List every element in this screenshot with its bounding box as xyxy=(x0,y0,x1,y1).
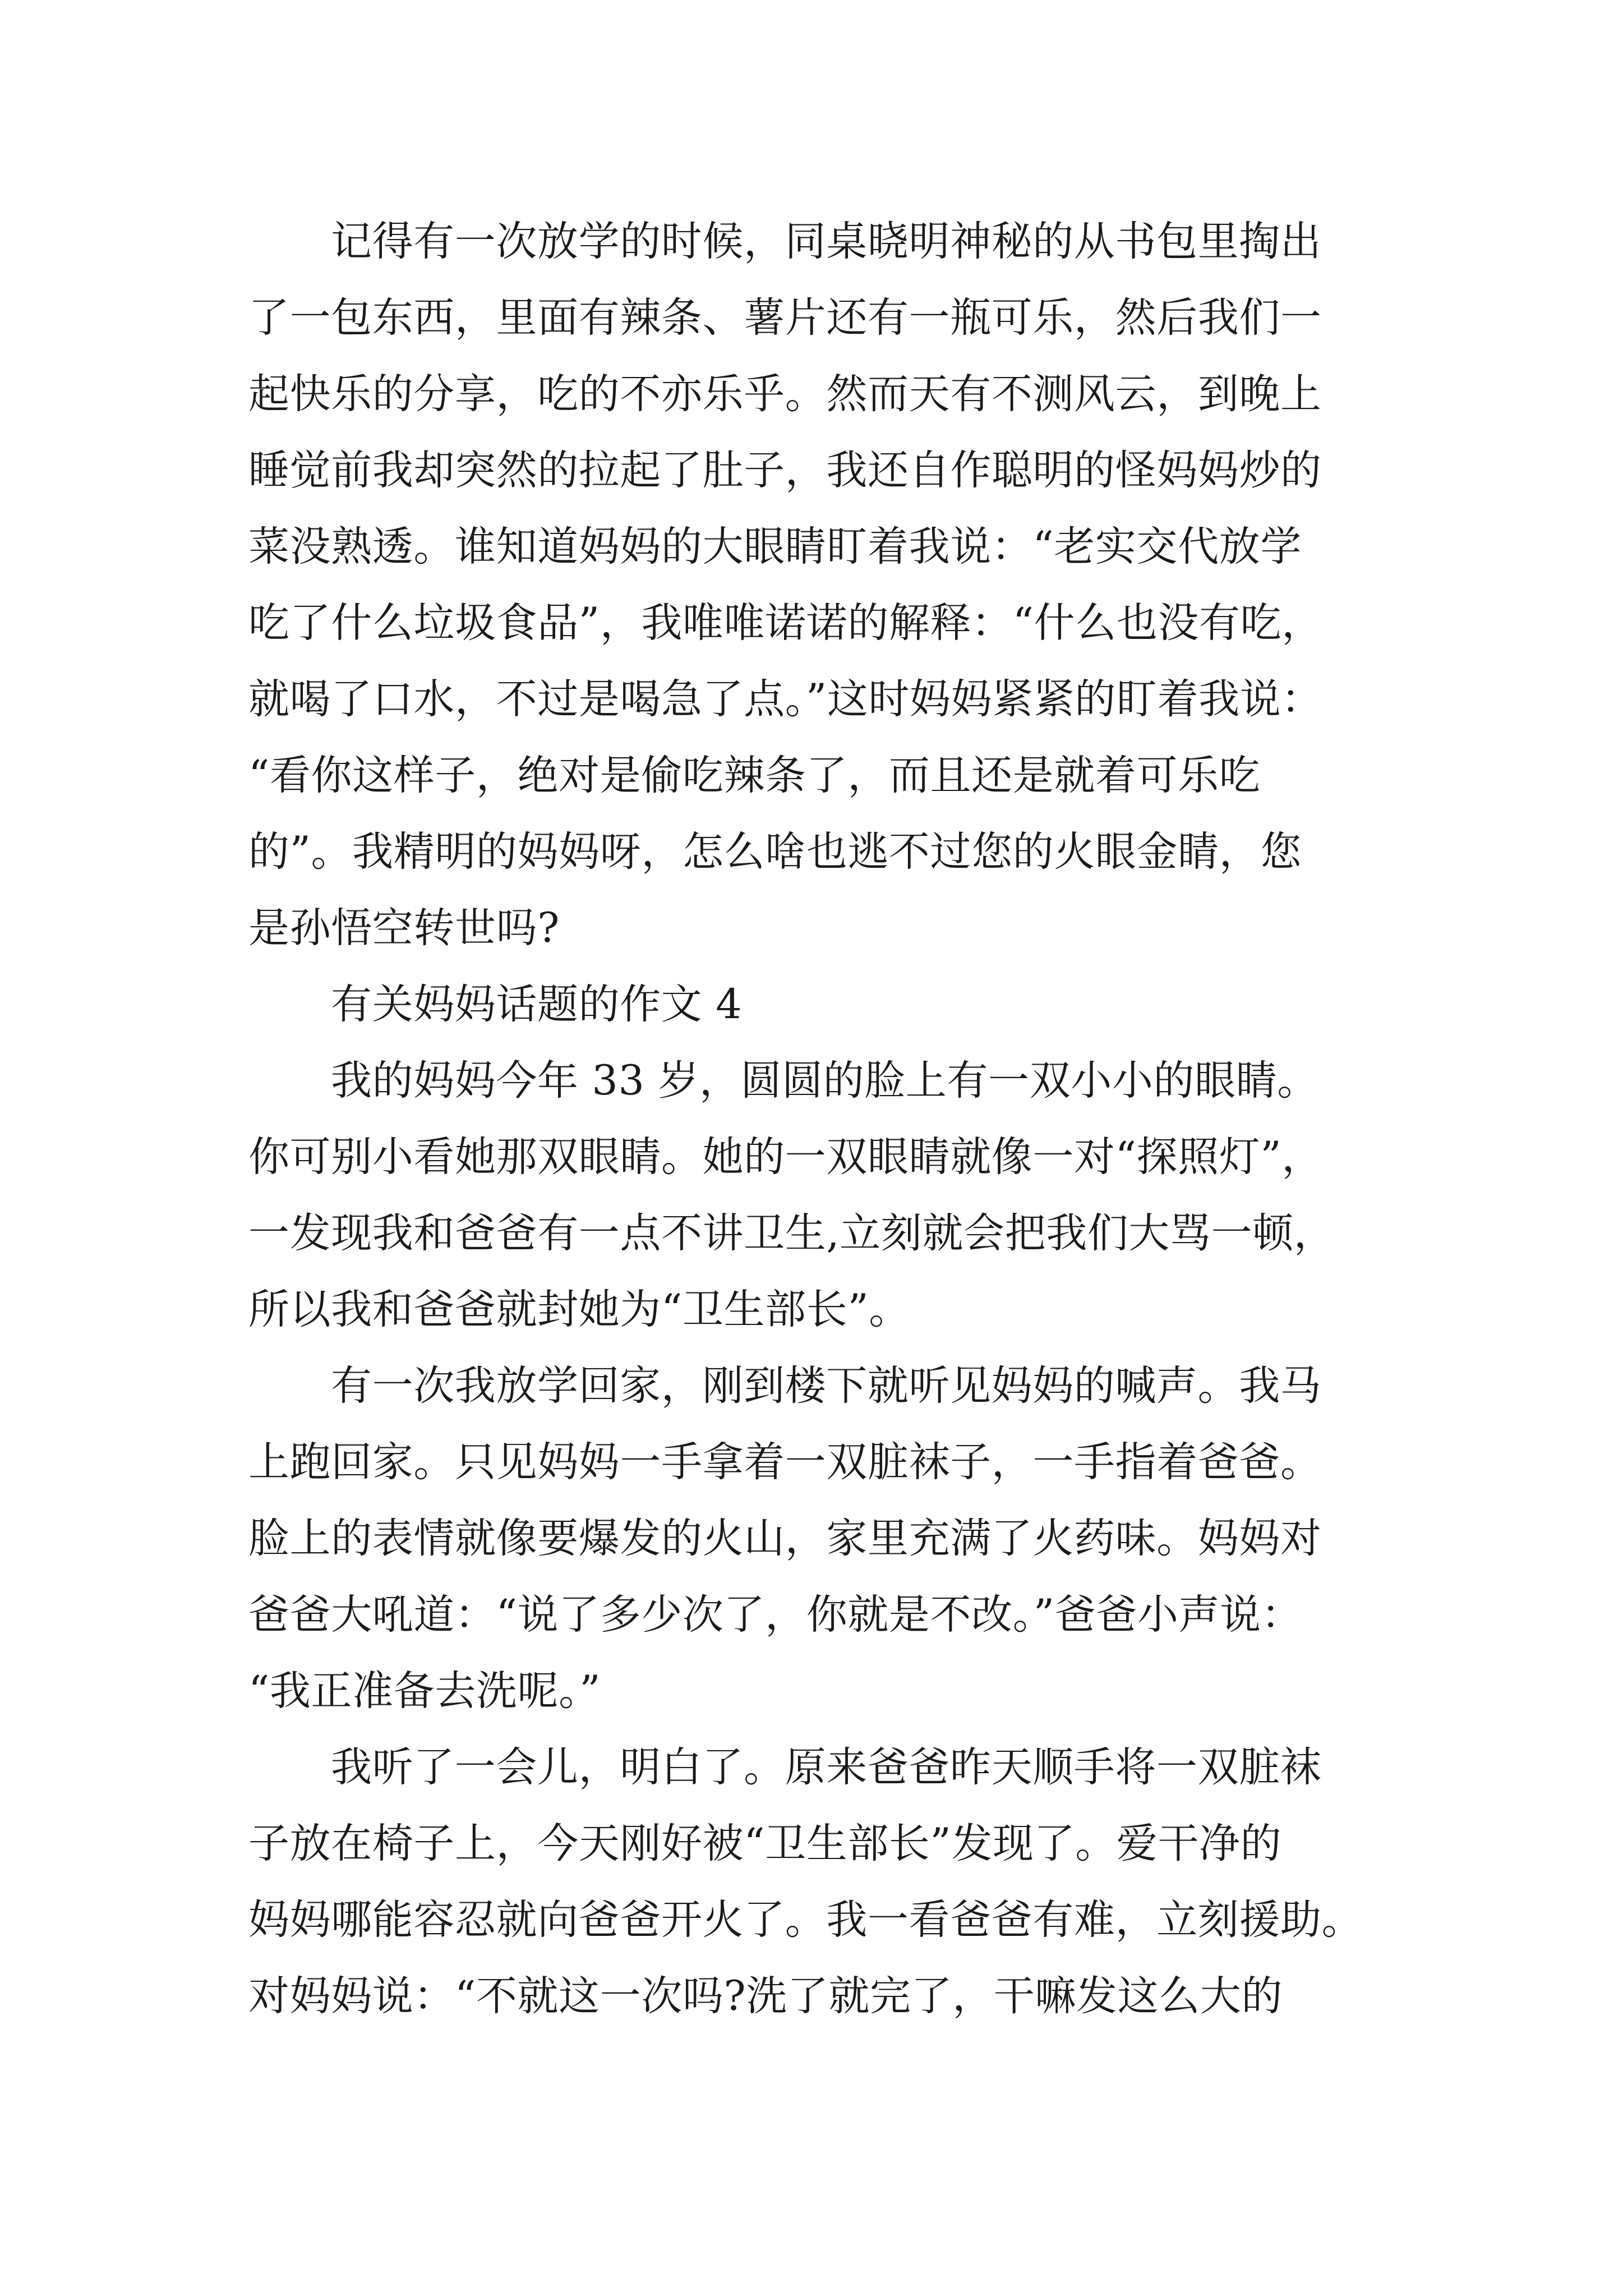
paragraph-line: 妈妈哪能容忍就向爸爸开火了。我一看爸爸有难，立刻援助。 xyxy=(248,1896,1363,1944)
paragraph-line: 了一包东西，里面有辣条、薯片还有一瓶可乐，然后我们一 xyxy=(248,294,1322,342)
paragraph-line: 起快乐的分享，吃的不亦乐乎。然而天有不测风云，到晚上 xyxy=(248,370,1322,418)
paragraph-line: 脸上的表情就像要爆发的火山，家里充满了火药味。妈妈对 xyxy=(248,1515,1322,1562)
paragraph-line: 一发现我和爸爸有一点不讲卫生,立刻就会把我们大骂一顿， xyxy=(248,1209,1335,1257)
paragraph-line: 睡觉前我却突然的拉起了肚子，我还自作聪明的怪妈妈炒的 xyxy=(248,447,1322,494)
paragraph-line: 菜没熟透。谁知道妈妈的大眼睛盯着我说：“老实交代放学 xyxy=(248,523,1302,570)
paragraph-line: 是孙悟空转世吗? xyxy=(248,904,560,952)
paragraph-line: 上跑回家。只见妈妈一手拿着一双脏袜子，一手指着爸爸。 xyxy=(248,1438,1322,1486)
paragraph-line: 就喝了口水，不过是喝急了点。”这时妈妈紧紧的盯着我说： xyxy=(248,675,1323,723)
paragraph-line: “看你这样子，绝对是偷吃辣条了，而且还是就着可乐吃 xyxy=(248,752,1261,799)
paragraph-line: 我听了一会儿，明白了。原来爸爸昨天顺手将一双脏袜 xyxy=(331,1743,1322,1791)
paragraph-line: 对妈妈说：“不就这一次吗?洗了就完了，干嘛发这么大的 xyxy=(248,1972,1283,2020)
paragraph-line: 你可别小看她那双眼睛。她的一双眼睛就像一对“探照灯”， xyxy=(248,1133,1323,1181)
paragraph-line: “我正准备去洗呢。” xyxy=(248,1667,601,1715)
section-heading: 有关妈妈话题的作文 4 xyxy=(331,981,743,1028)
paragraph-line: 吃了什么垃圾食品”，我唯唯诺诺的解释：“什么也没有吃， xyxy=(248,599,1323,647)
paragraph-line: 的”。我精明的妈妈呀，怎么啥也逃不过您的火眼金睛，您 xyxy=(248,828,1302,876)
paragraph-line: 我的妈妈今年 33 岁，圆圆的脸上有一双小小的眼睛。 xyxy=(331,1057,1318,1105)
paragraph-line: 爸爸大吼道：“说了多少次了，你就是不改。”爸爸小声说： xyxy=(248,1591,1303,1639)
paragraph-line: 子放在椅子上，今天刚好被“卫生部长”发现了。爱干净的 xyxy=(248,1820,1282,1867)
paragraph-line: 记得有一次放学的时候，同桌晓明神秘的从书包里掏出 xyxy=(331,218,1322,265)
paragraph-line: 有一次我放学回家，刚到楼下就听见妈妈的喊声。我马 xyxy=(331,1362,1322,1410)
paragraph-line: 所以我和爸爸就封她为“卫生部长”。 xyxy=(248,1286,910,1333)
